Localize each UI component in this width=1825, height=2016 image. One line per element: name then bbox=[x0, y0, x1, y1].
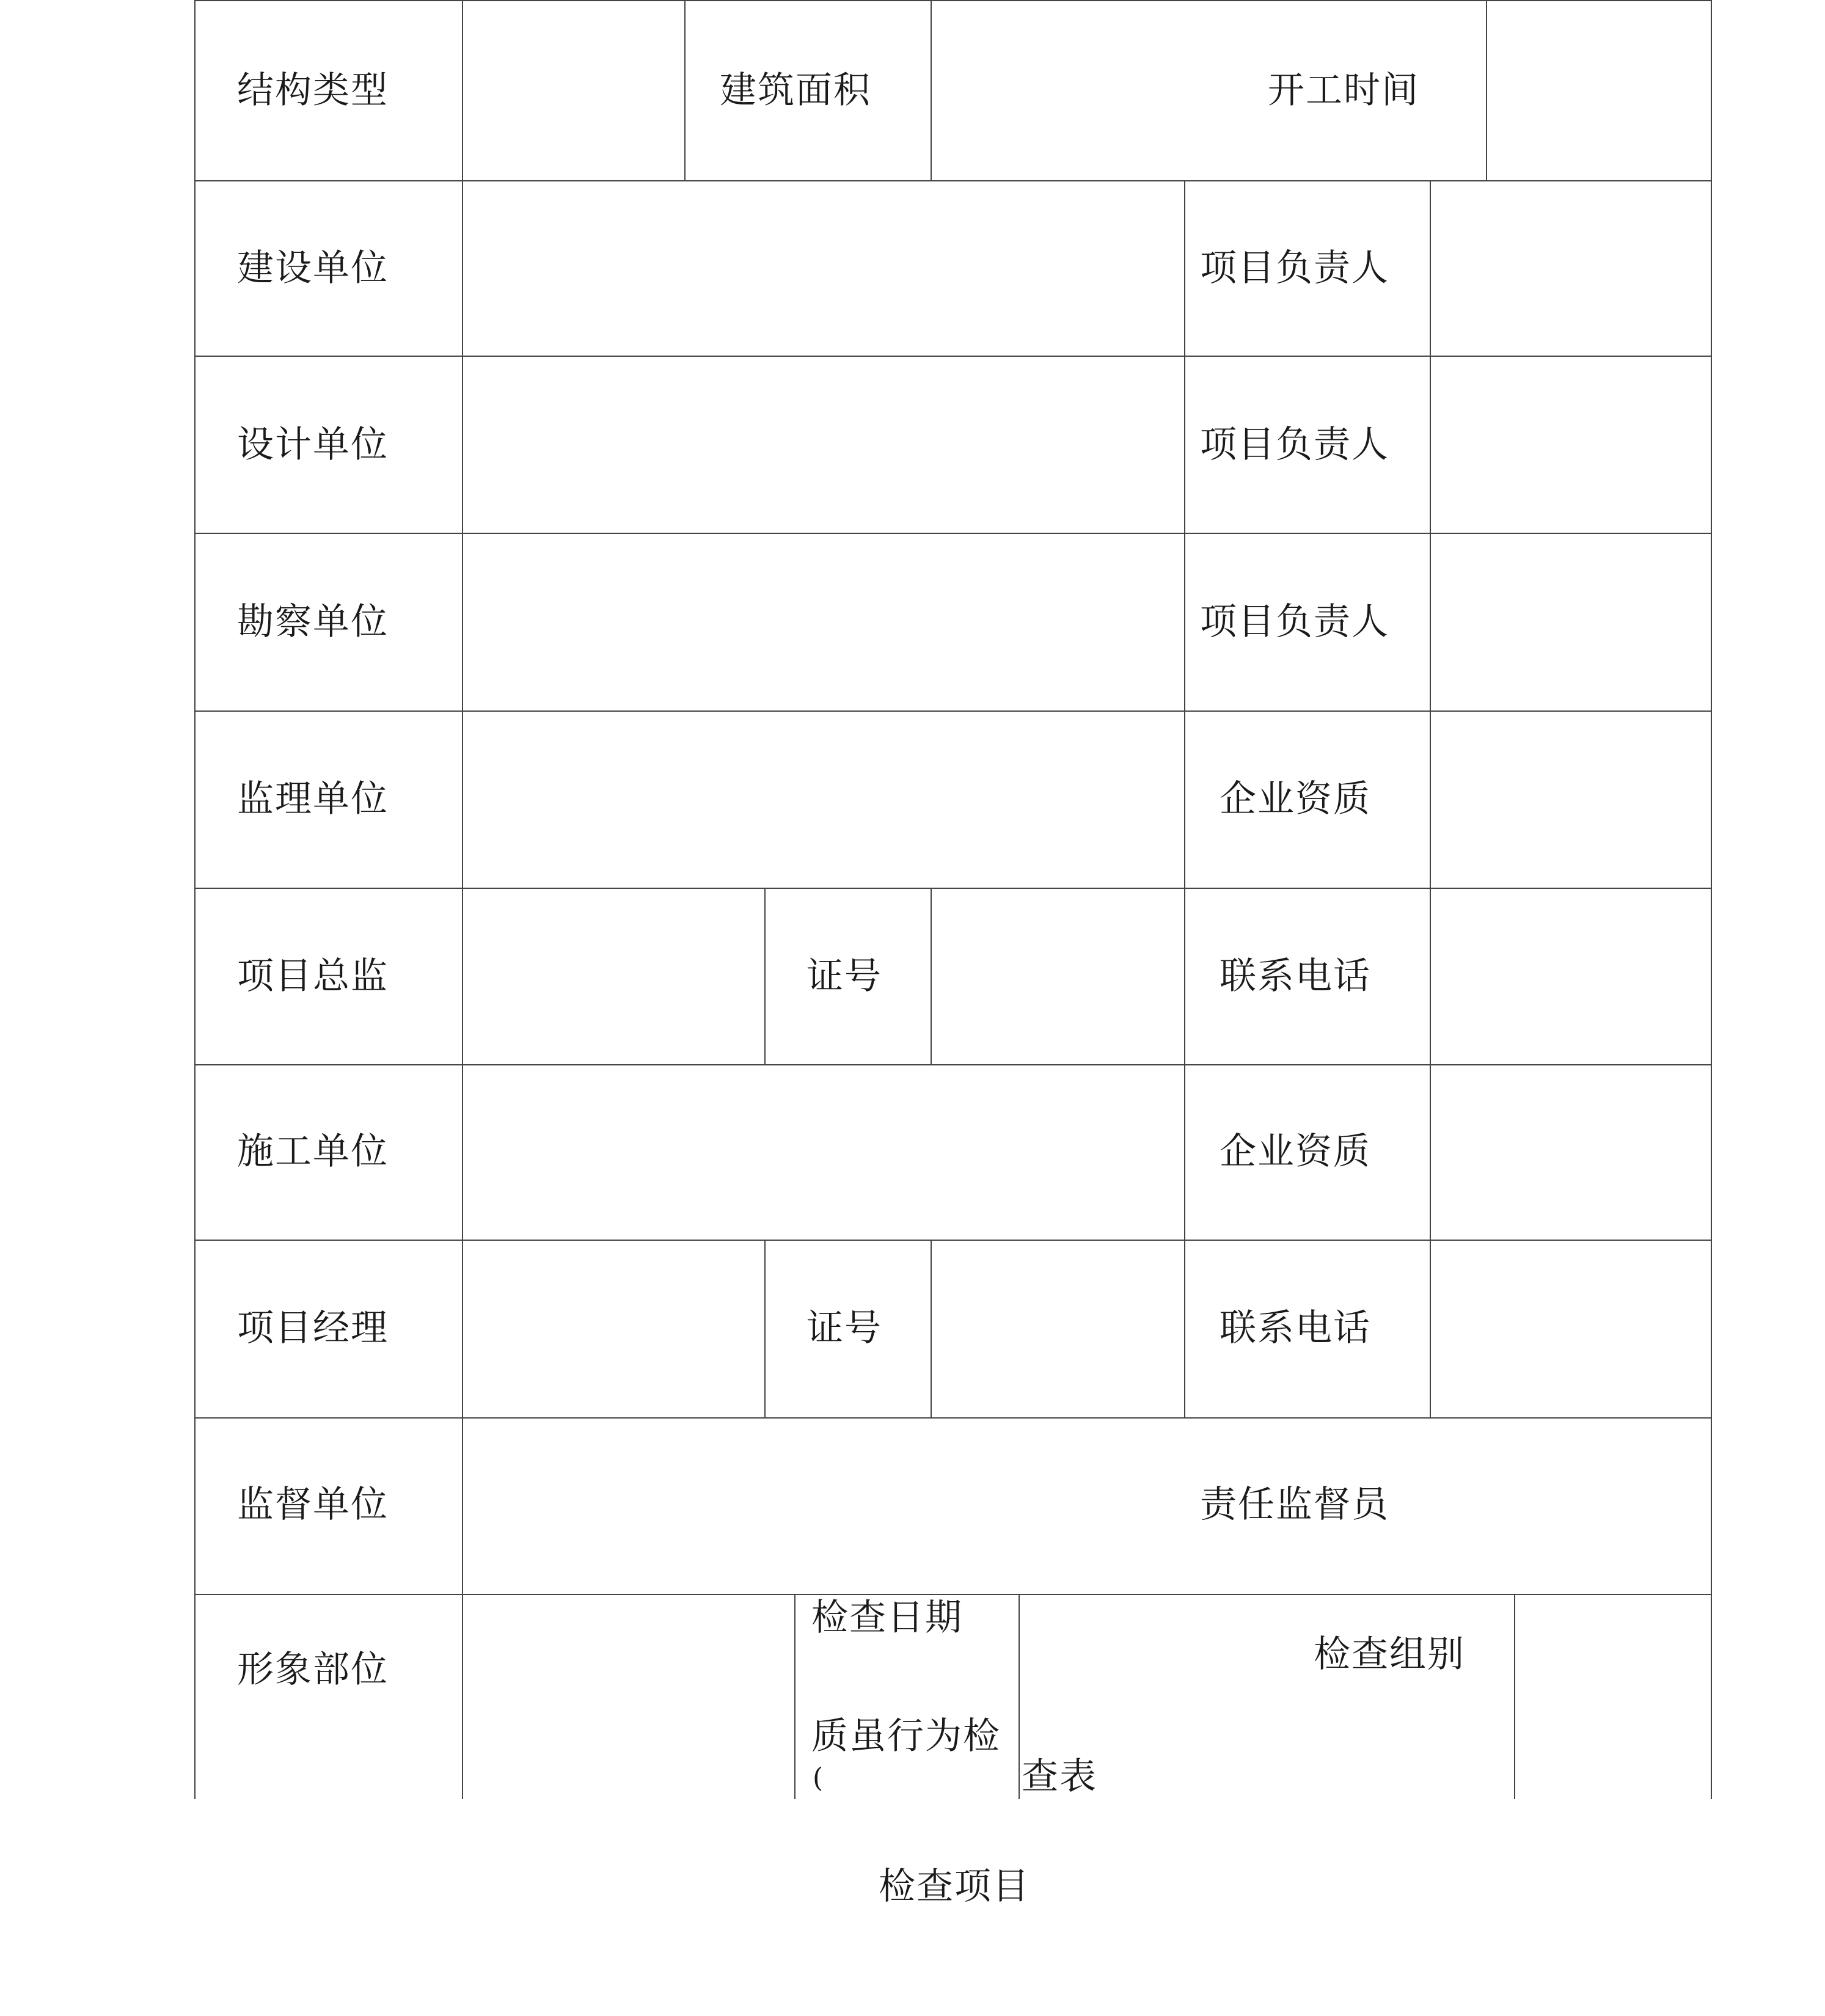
start-time-field[interactable] bbox=[1487, 1, 1711, 180]
design-unit-manager-label: 项目负责人 bbox=[1200, 423, 1389, 466]
builder-qualification-label: 企业资质 bbox=[1220, 1130, 1371, 1173]
survey-unit-label: 勘察单位 bbox=[237, 601, 389, 643]
oversight-unit-label: 监督单位 bbox=[237, 1483, 389, 1526]
oversight-inspector-field[interactable] bbox=[1431, 1419, 1711, 1594]
chief-supervisor-cert-label: 证号 bbox=[806, 955, 882, 998]
grid-line bbox=[764, 888, 766, 1065]
image-section-label: 形象部位 bbox=[237, 1648, 389, 1691]
grid-line bbox=[794, 1594, 795, 1799]
grid-line bbox=[1184, 180, 1185, 1419]
builder-qualification-field[interactable] bbox=[1431, 1065, 1711, 1240]
construction-unit-manager-label: 项目负责人 bbox=[1200, 247, 1389, 290]
design-unit-field[interactable] bbox=[463, 357, 1184, 533]
chief-supervisor-field[interactable] bbox=[463, 889, 764, 1064]
construction-unit-manager-field[interactable] bbox=[1431, 181, 1711, 356]
image-section-field[interactable] bbox=[463, 1595, 794, 1799]
survey-unit-field[interactable] bbox=[463, 534, 1184, 710]
supervision-unit-field[interactable] bbox=[463, 712, 1184, 888]
check-group-field[interactable] bbox=[1515, 1595, 1711, 1799]
project-manager-label: 项目经理 bbox=[237, 1307, 389, 1349]
grid-line bbox=[194, 0, 196, 1799]
design-unit-manager-field[interactable] bbox=[1431, 357, 1711, 533]
supervision-qualification-field[interactable] bbox=[1431, 712, 1711, 888]
project-manager-phone-label: 联系电话 bbox=[1220, 1307, 1371, 1349]
grid-line bbox=[764, 1240, 766, 1419]
chief-supervisor-label: 项目总监 bbox=[237, 955, 389, 998]
structure-type-label: 结构类型 bbox=[237, 69, 389, 112]
check-items-label: 检查项目 bbox=[879, 1865, 1030, 1908]
grid-line bbox=[684, 0, 686, 181]
builder-unit-label: 施工单位 bbox=[237, 1130, 389, 1173]
survey-unit-manager-label: 项目负责人 bbox=[1200, 601, 1389, 643]
project-manager-field[interactable] bbox=[463, 1241, 764, 1417]
oversight-inspector-label: 责任监督员 bbox=[1200, 1483, 1389, 1526]
quality-checklist-label-cont: 查表 bbox=[1022, 1755, 1097, 1798]
check-date-label: 检查日期 bbox=[811, 1596, 963, 1639]
survey-unit-manager-field[interactable] bbox=[1431, 534, 1711, 710]
construction-unit-label: 建设单位 bbox=[237, 247, 389, 290]
building-area-field[interactable] bbox=[932, 1, 1164, 180]
building-area-label: 建筑面积 bbox=[720, 69, 871, 112]
construction-unit-field[interactable] bbox=[463, 181, 1184, 356]
oversight-unit-field[interactable] bbox=[463, 1419, 1184, 1594]
project-manager-cert-label: 证号 bbox=[806, 1307, 882, 1349]
structure-type-field[interactable] bbox=[463, 1, 684, 180]
supervision-unit-label: 监理单位 bbox=[237, 778, 389, 820]
supervision-qualification-label: 企业资质 bbox=[1220, 778, 1371, 820]
grid-line bbox=[1711, 0, 1712, 1799]
chief-supervisor-phone-field[interactable] bbox=[1431, 889, 1711, 1064]
check-group-label: 检查组别 bbox=[1314, 1633, 1465, 1676]
start-time-label: 开工时间 bbox=[1268, 69, 1419, 112]
project-manager-cert-field[interactable] bbox=[932, 1241, 1184, 1417]
design-unit-label: 设计单位 bbox=[237, 423, 389, 466]
quality-checklist-bracket: ( bbox=[813, 1762, 825, 1794]
chief-supervisor-cert-field[interactable] bbox=[932, 889, 1184, 1064]
builder-unit-field[interactable] bbox=[463, 1065, 1184, 1240]
project-manager-phone-field[interactable] bbox=[1431, 1241, 1711, 1417]
chief-supervisor-phone-label: 联系电话 bbox=[1220, 955, 1371, 998]
quality-checklist-label: 质虽行为检 bbox=[811, 1715, 1001, 1758]
